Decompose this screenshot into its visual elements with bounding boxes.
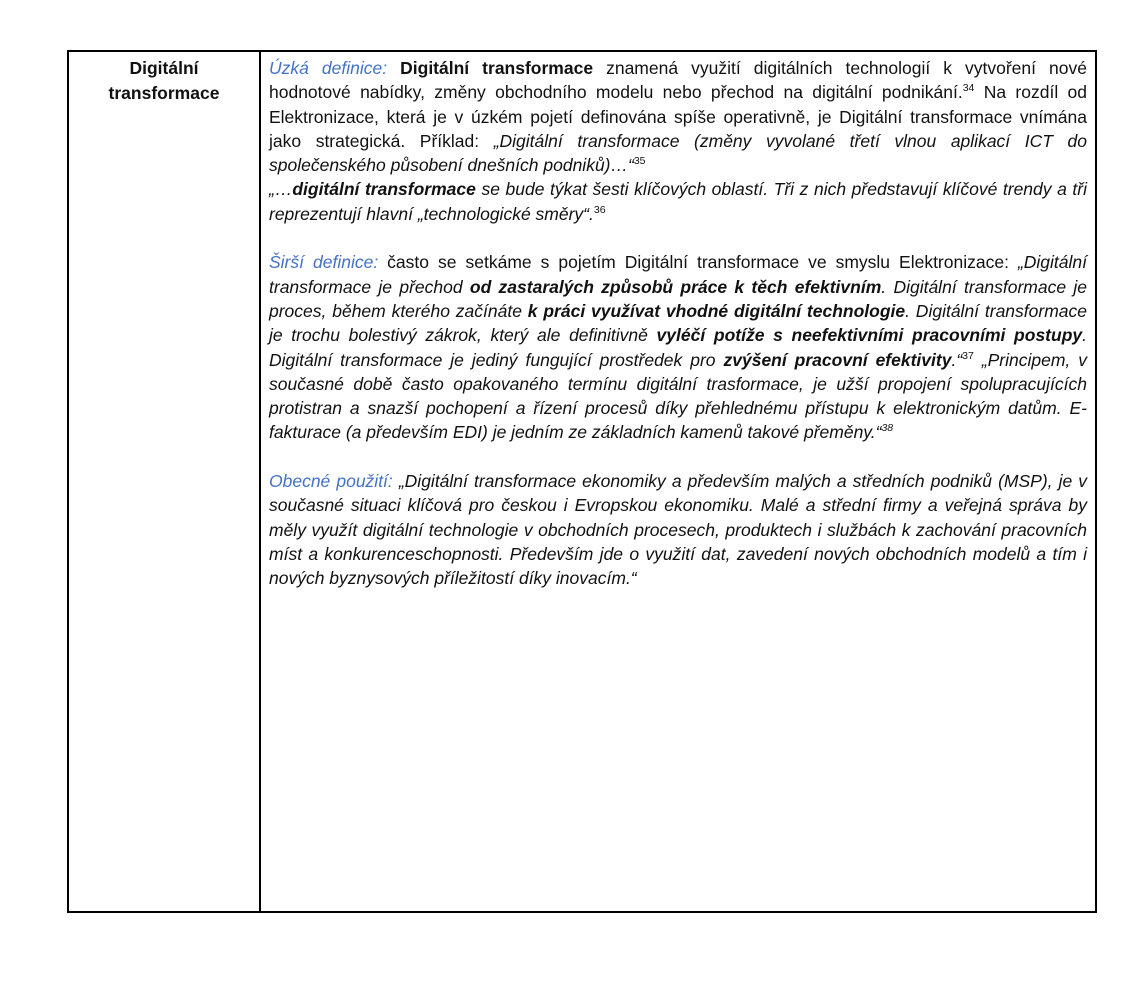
definition-cell [261, 52, 1095, 911]
narrow-definition [269, 56, 1087, 177]
narrow-quote-1: „Digitální transformace (změny vyvolané třetí vlnou aplikací ICT do společenského působení dnešních podniků)…“ [269, 130, 1087, 176]
broad-quote-2: „Principem, v současné době často opakovaného termínu digitální trasformace, je užší propojení spolupracujících protistran a snazší pochopení a řízení procesů díky přehlednému přístupu k elektronickým datům. E-fakturace (a především EDI) je jedním ze základních kamenů takové přeměny.“ [269, 349, 1087, 443]
broad-quote-part: . Digitální transformace je jediný fungující prostředek pro [269, 325, 1087, 370]
definition-table [67, 50, 1097, 913]
term-line-1: Digitální [129, 58, 199, 78]
narrow-quote-2-bold: digitální transformace [292, 179, 476, 200]
broad-quote-part: . Digitální transformace je trochu bolestivý zákrok, který ale definitivně [269, 300, 1087, 346]
general-usage-label: Obecné použití: [269, 471, 393, 492]
footnote-ref-34[interactable]: 34 [962, 82, 975, 95]
narrow-text-1: znamená využití digitálních technologií k vytvoření nové hodnotové nabídky, změny obchodního modelu nebo přechod na digitální podnikání. [269, 58, 1087, 103]
narrow-text-2: Na rozdíl od Elektronizace, která je v úzkém pojetí definována spíše operativně, je Digitální transformace vnímána jako strategická. Příklad: [269, 82, 1088, 151]
broad-quote-part: „Digitální transformace je přechod [269, 252, 1087, 297]
broad-quote-emphasis: zvýšení pracovní efektivity [723, 349, 952, 370]
footnote-ref-38[interactable]: 38 [881, 422, 894, 435]
general-usage [269, 469, 1087, 590]
term-line-2: transformace [108, 82, 220, 103]
narrow-quote-2 [269, 177, 1087, 226]
broad-definition [269, 250, 1087, 444]
term-cell [69, 52, 261, 911]
footnote-ref-37[interactable]: 37 [962, 349, 974, 362]
general-usage-text: „Digitální transformace ekonomiky a především malých a středních podniků (MSP), je v současné situaci klíčová pro českou i Evropskou ekonomiku. Malé a střední firmy a veřejná správa by měly využít digitální technologie v obchodních procesech, produktech i službách k zachování pracovních míst a konkurenceschopnosti. Především jde o využití dat, zavedení nových obchodních modelů a tím i nových byznysových příležitostí díky inovacím.“ [269, 471, 1087, 589]
narrow-term: Digitální transformace [400, 58, 594, 78]
spacer [269, 226, 1087, 250]
broad-quote-emphasis: od zastaralých způsobů práce k těch efektivním [469, 276, 882, 297]
narrow-definition-label: Úzká definice: [269, 58, 388, 78]
footnote-ref-35[interactable]: 35 [633, 155, 646, 168]
broad-text-1: často se setkáme s pojetím Digitální transformace ve smyslu Elektronizace: [378, 252, 1018, 273]
narrow-quote-2-rest: se bude týkat šesti klíčových oblastí. Tři z nich představují klíčové trendy a tři reprezentují hlavní „technologické směry“. [269, 179, 1087, 224]
narrow-quote-2-start: „… [269, 179, 293, 200]
broad-definition-label: Širší definice: [269, 252, 379, 273]
broad-quote-emphasis: k práci využívat vhodné digitální technologie [527, 300, 906, 321]
broad-quote-part: .“ [951, 349, 963, 370]
broad-quote-emphasis: vyléčí potíže s neefektivními pracovními postupy [656, 325, 1083, 346]
broad-quote-part: . Digitální transformace je proces, během kterého začínáte [269, 276, 1087, 321]
footnote-ref-36[interactable]: 36 [593, 203, 606, 216]
spacer [269, 445, 1087, 469]
